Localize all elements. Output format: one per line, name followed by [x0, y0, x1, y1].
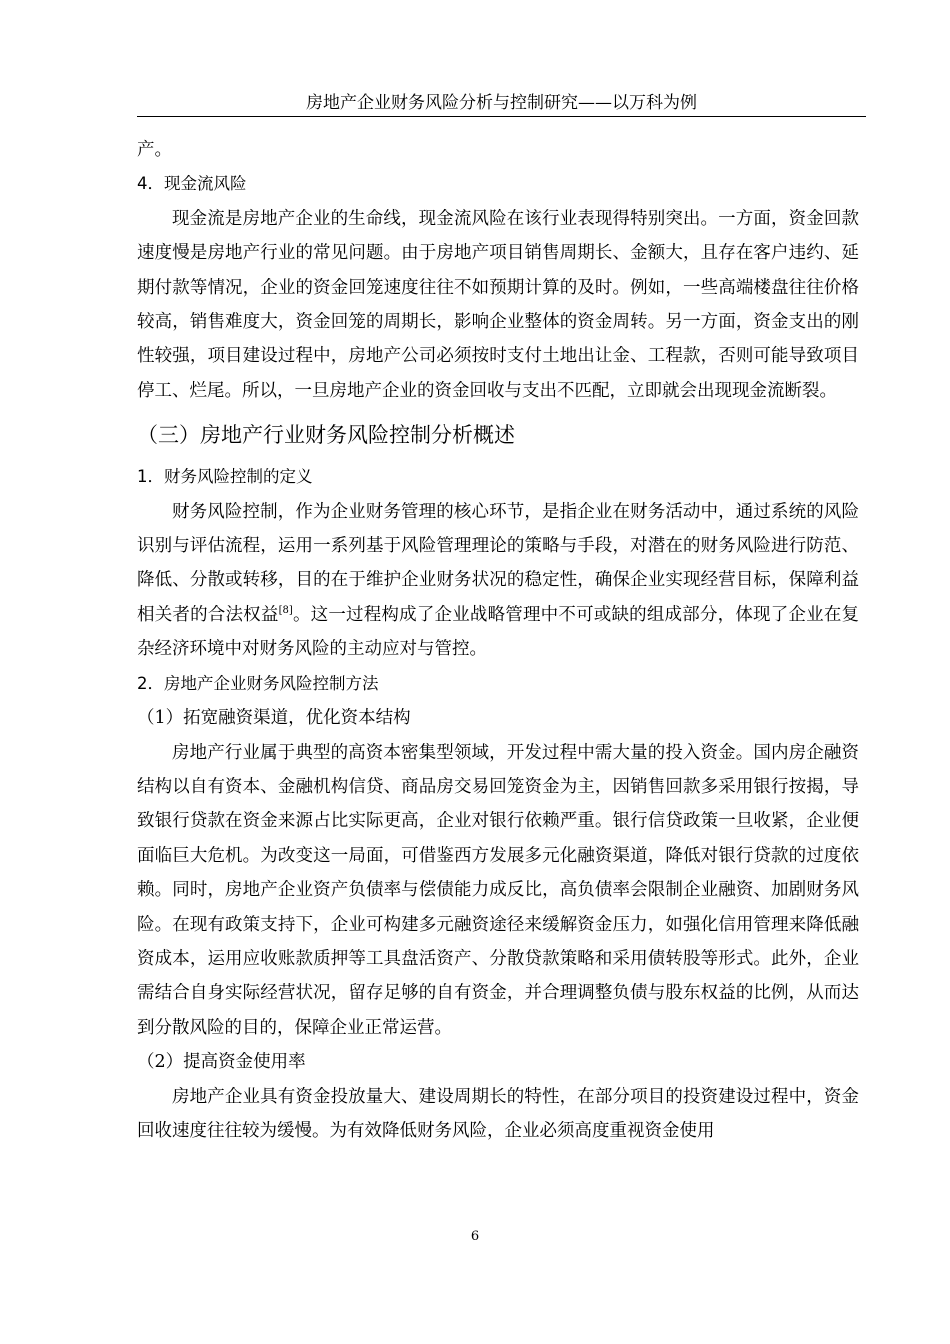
header-rule	[137, 116, 866, 117]
paragraph-method-2: 房地产企业具有资金投放量大、建设周期长的特性，在部分项目的投资建设过程中，资金回收速度往往较为缓慢。为有效降低财务风险，企业必须高度重视资金使用	[137, 1086, 859, 1141]
running-header: 房地产企业财务风险分析与控制研究——以万科为例	[306, 93, 697, 113]
paragraph-risk-control-definition	[137, 495, 859, 667]
body-text	[137, 133, 859, 1148]
paragraph-carryover: 产。	[137, 140, 172, 160]
heading-method-1: （1）拓宽融资渠道，优化资本结构	[137, 708, 411, 729]
section-heading-3: （三）房地产行业财务风险控制分析概述	[137, 423, 515, 448]
heading-risk-control-methods: 2．房地产企业财务风险控制方法	[137, 673, 379, 693]
heading-method-2: （2）提高资金使用率	[137, 1052, 306, 1073]
definition-text-a: 财务风险控制，作为企业财务管理的核心环节，是指企业在财务活动中，通过系统的风险识别与评估流程，运用一系列基于风险管理理论的策略与手段，对潜在的财务风险进行防范、降低、分散或转移，目的在于维护企业财务状况的稳定性，确保企业实现经营目标，保障利益相关者的合法权益	[137, 501, 859, 625]
citation-8: [8]	[278, 605, 293, 617]
page-number: 6	[470, 1229, 480, 1244]
heading-cashflow-risk: 4．现金流风险	[137, 174, 247, 194]
heading-risk-control-definition: 1．财务风险控制的定义	[137, 467, 313, 487]
definition-text-b: 。这一过程构成了企业战略管理中不可或缺的组成部分，体现了企业在复杂经济环境中对财务风险的主动应对与管控。	[137, 604, 860, 660]
paragraph-method-1: 房地产行业属于典型的高资本密集型领域，开发过程中需大量的投入资金。国内房企融资结构以自有资本、金融机构信贷、商品房交易回笼资金为主，因销售回款多采用银行按揭，导致银行贷款在资金来源占比实际更高，企业对银行依赖严重。银行信贷政策一旦收紧，企业便面临巨大危机。为改变这一局面，可借鉴西方发展多元化融资渠道，降低对银行贷款的过度依赖。同时，房地产企业资产负债率与偿债能力成反比，高负债率会限制企业融资、加剧财务风险。在现有政策支持下，企业可构建多元融资途径来缓解资金压力，如强化信用管理来降低融资成本，运用应收账款质押等工具盘活资产、分散贷款策略和采用债转股等形式。此外，企业需结合自身实际经营状况，留存足够的自有资金，并合理调整负债与股东权益的比例，从而达到分散风险的目的，保障企业正常运营。	[137, 742, 859, 1038]
paragraph-cashflow-risk: 现金流是房地产企业的生命线，现金流风险在该行业表现得特别突出。一方面，资金回款速度慢是房地产行业的常见问题。由于房地产项目销售周期长、金额大，且存在客户违约、延期付款等情况，企业的资金回笼速度往往不如预期计算的及时。例如，一些高端楼盘往往价格较高，销售难度大，资金回笼的周期长，影响企业整体的资金周转。另一方面，资金支出的刚性较强，项目建设过程中，房地产公司必须按时支付土地出让金、工程款，否则可能导致项目停工、烂尾。所以，一旦房地产企业的资金回收与支出不匹配，立即就会出现现金流断裂。	[137, 208, 859, 401]
